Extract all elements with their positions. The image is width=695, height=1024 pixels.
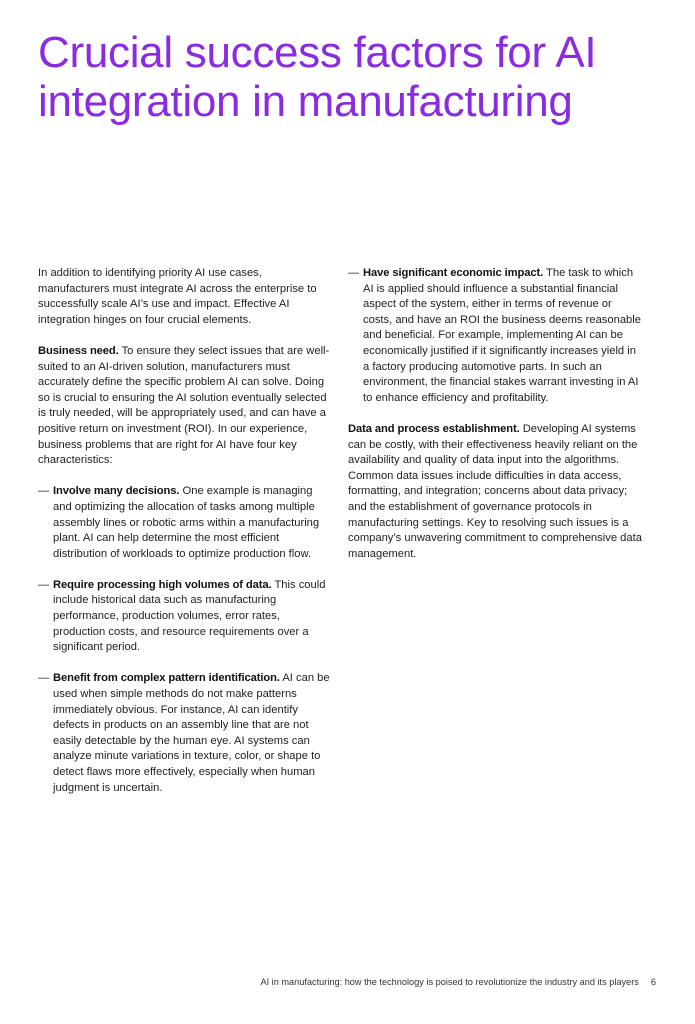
footer-text: AI in manufacturing: how the technology is poised to revolutionize the industry and its players bbox=[260, 977, 639, 987]
business-need-paragraph bbox=[38, 344, 334, 469]
right-column bbox=[348, 266, 644, 562]
characteristic-item bbox=[348, 266, 644, 406]
data-process-paragraph bbox=[348, 422, 644, 562]
data-process-text: Developing AI systems can be costly, with their effectiveness heavily reliant on the availability and quality of data input into the algorithms. Common data issues include difficulties in data access, formatting, and integration; concerns about data privacy; and the establishment of governance protocols in manufacturing settings. Key to resolving such issues is a company’s unwavering commitment to comprehensive data management. bbox=[348, 422, 642, 560]
characteristic-item bbox=[38, 671, 334, 796]
data-process-heading: Data and process establishment. bbox=[348, 422, 520, 435]
characteristic-heading: Have significant economic impact. bbox=[363, 267, 544, 279]
characteristic-item bbox=[38, 578, 334, 656]
characteristic-text: One example is managing and optimizing the allocation of tasks among multiple assembly lines or robotic arms within a manufacturing plant. AI can help determine the most efficient distribution of workloads to optimize production flow. bbox=[53, 485, 320, 560]
business-need-heading: Business need. bbox=[38, 344, 119, 357]
business-need-text: To ensure they select issues that are well-suited to an AI-driven solution, manufacturers must accurately define the specific problem AI can solve. Doing so is crucial to ensuring the AI solution eventually selected is truly needed, will be appropriately used, and can have a positive return on investment (ROI). In our experience, business problems that are right for AI have four key characteristics: bbox=[38, 344, 330, 467]
page-footer bbox=[0, 976, 656, 988]
characteristic-heading: Benefit from complex pattern identification. bbox=[53, 672, 280, 685]
characteristic-heading: Require processing high volumes of data. bbox=[53, 578, 272, 591]
dash-marker: — bbox=[38, 578, 50, 591]
characteristic-text: The task to which AI is applied should influence a substantial financial aspect of the system, either in terms of revenue or costs, and have an ROI the business deems reasonable and beneficial. For example, implementing AI can be economically justified if it significantly increases yield in a factory producing automotive parts. In such an environment, the financial stakes warrant investing in AI to enhance efficiency and profitability. bbox=[363, 267, 641, 404]
characteristic-heading: Involve many decisions. bbox=[53, 485, 180, 498]
characteristic-text: AI can be used when simple methods do not make patterns immediately obvious. For instance, AI can identify defects in products on an assembly line that are not easily detectable by the human eye. AI systems can analyze minute variations in texture, color, or shape to detect flaws more effectively, especially when human judgment is uncertain. bbox=[53, 672, 330, 794]
left-column bbox=[38, 266, 334, 796]
intro-paragraph: In addition to identifying priority AI use cases, manufacturers must integrate AI across the enterprise to successfully scale AI’s use and impact. Effective AI integration hinges on four crucial elements. bbox=[38, 267, 317, 326]
dash-marker: — bbox=[38, 485, 50, 498]
dash-marker: — bbox=[348, 267, 360, 279]
page-title: Crucial success factors for AI integration in manufacturing bbox=[38, 28, 597, 126]
characteristic-item bbox=[38, 484, 334, 562]
dash-marker: — bbox=[38, 672, 50, 685]
page-number: 6 bbox=[650, 977, 656, 987]
characteristic-text: This could include historical data such as manufacturing performance, production volumes, error rates, production costs, and resource requirements over a significant period. bbox=[53, 578, 326, 654]
